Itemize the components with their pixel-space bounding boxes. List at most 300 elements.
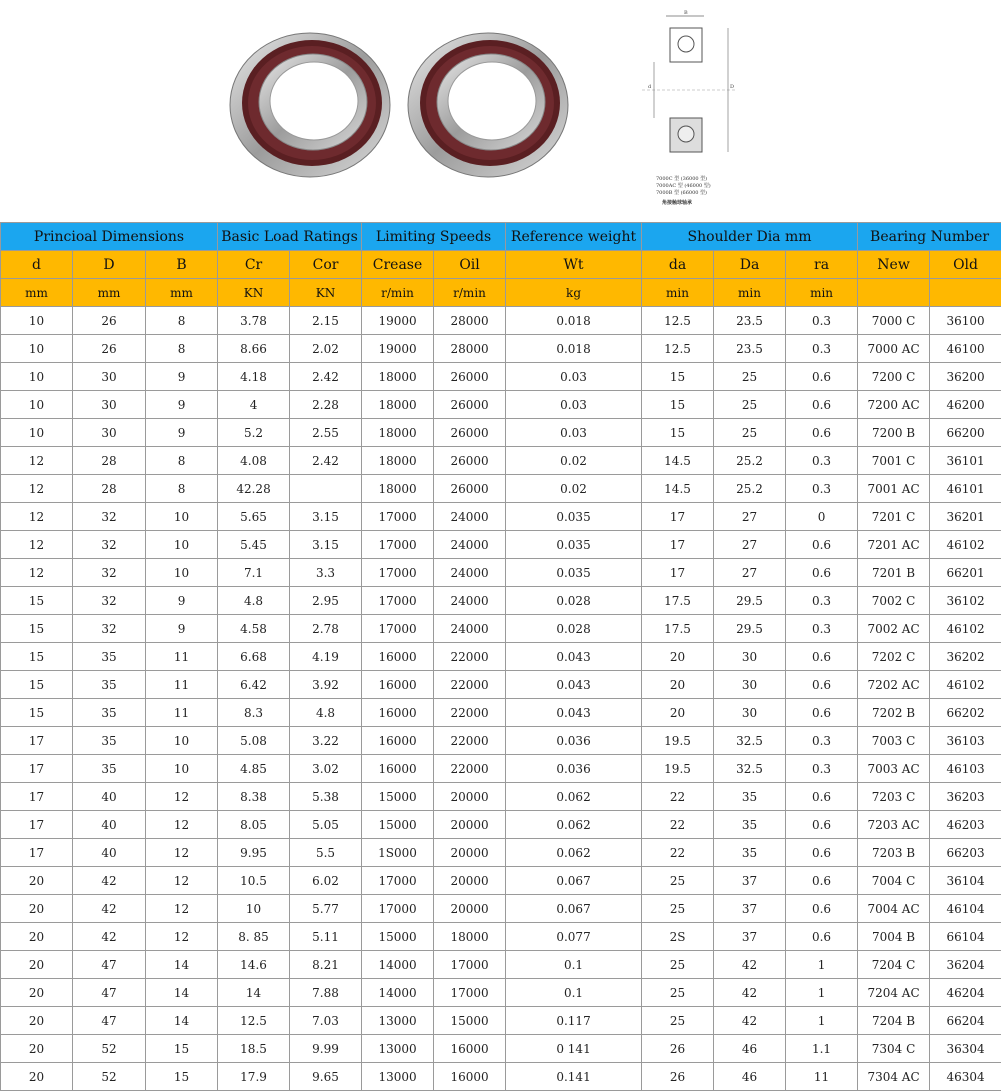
- table-cell: 36104: [930, 867, 1001, 895]
- table-cell: 1: [786, 979, 858, 1007]
- column-symbol-header: Crease: [362, 251, 434, 279]
- table-cell: 7201 AC: [858, 531, 930, 559]
- table-cell: 0.062: [506, 811, 642, 839]
- bearing-photo-left: [226, 28, 396, 180]
- table-cell: 26000: [434, 475, 506, 503]
- table-cell: 15: [146, 1063, 218, 1091]
- table-cell: 2S: [642, 923, 714, 951]
- table-cell: 10: [146, 531, 218, 559]
- table-body: [1, 307, 1001, 1091]
- table-cell: 32.5: [714, 727, 786, 755]
- table-cell: 4.18: [218, 363, 290, 391]
- table-cell: 12: [146, 811, 218, 839]
- table-cell: 16000: [434, 1035, 506, 1063]
- table-cell: 22: [642, 811, 714, 839]
- table-cell: 7201 B: [858, 559, 930, 587]
- table-cell: 46204: [930, 979, 1001, 1007]
- column-symbol-header: Cor: [290, 251, 362, 279]
- table-cell: 2.28: [290, 391, 362, 419]
- table-cell: 36200: [930, 363, 1001, 391]
- table-cell: 0.6: [786, 923, 858, 951]
- table-cell: 0.6: [786, 363, 858, 391]
- table-cell: 0.3: [786, 755, 858, 783]
- table-cell: 10: [218, 895, 290, 923]
- table-cell: 7200 C: [858, 363, 930, 391]
- column-symbol-header: Old: [930, 251, 1001, 279]
- table-cell: 4.8: [218, 587, 290, 615]
- table-cell: 17000: [434, 951, 506, 979]
- table-cell: 3.78: [218, 307, 290, 335]
- product-banner: [0, 0, 1001, 222]
- table-cell: 17: [642, 503, 714, 531]
- table-cell: 13000: [362, 1007, 434, 1035]
- table-cell: 7204 C: [858, 951, 930, 979]
- table-cell: 36202: [930, 643, 1001, 671]
- table-cell: 0.3: [786, 727, 858, 755]
- table-row: [1, 587, 1001, 615]
- table-cell: 5.45: [218, 531, 290, 559]
- table-cell: 32: [73, 615, 146, 643]
- table-cell: 7202 B: [858, 699, 930, 727]
- table-cell: 7203 B: [858, 839, 930, 867]
- table-cell: 46103: [930, 755, 1001, 783]
- column-symbol-header: ra: [786, 251, 858, 279]
- table-cell: 32: [73, 559, 146, 587]
- table-cell: 22: [642, 783, 714, 811]
- table-cell: 0.3: [786, 307, 858, 335]
- diagram-caption-title: 角接触球轴承: [662, 199, 692, 206]
- bearing-spec-table: [0, 222, 1001, 1091]
- table-cell: 17000: [362, 615, 434, 643]
- table-cell: 12: [146, 895, 218, 923]
- table-cell: 0.6: [786, 419, 858, 447]
- table-row: [1, 447, 1001, 475]
- diagram-label-b: B: [684, 10, 688, 16]
- table-cell: 5.77: [290, 895, 362, 923]
- table-cell: 7.88: [290, 979, 362, 1007]
- table-row: [1, 755, 1001, 783]
- table-cell: 10: [1, 307, 73, 335]
- table-cell: 8: [146, 307, 218, 335]
- table-cell: 0.067: [506, 895, 642, 923]
- table-cell: 4: [218, 391, 290, 419]
- table-cell: 0.6: [786, 867, 858, 895]
- symbol-header-row: [1, 251, 1001, 279]
- table-cell: 32: [73, 531, 146, 559]
- table-cell: 66201: [930, 559, 1001, 587]
- table-cell: 8: [146, 447, 218, 475]
- table-cell: 7.1: [218, 559, 290, 587]
- table-cell: 30: [73, 419, 146, 447]
- table-cell: 20000: [434, 839, 506, 867]
- column-symbol-header: Wt: [506, 251, 642, 279]
- table-cell: 7004 AC: [858, 895, 930, 923]
- table-cell: 8.05: [218, 811, 290, 839]
- group-header-row: [1, 223, 1001, 251]
- table-cell: 0.6: [786, 531, 858, 559]
- table-cell: 0.03: [506, 419, 642, 447]
- table-cell: 15000: [362, 783, 434, 811]
- table-cell: 7003 C: [858, 727, 930, 755]
- table-cell: 5.08: [218, 727, 290, 755]
- table-cell: 3.15: [290, 503, 362, 531]
- table-cell: 0.3: [786, 587, 858, 615]
- table-cell: 16000: [362, 699, 434, 727]
- table-cell: 8.38: [218, 783, 290, 811]
- table-cell: 15000: [362, 923, 434, 951]
- table-cell: 26000: [434, 391, 506, 419]
- table-cell: 12: [1, 503, 73, 531]
- table-cell: 42: [73, 923, 146, 951]
- table-cell: 1.1: [786, 1035, 858, 1063]
- table-cell: 0.043: [506, 671, 642, 699]
- table-cell: 8: [146, 475, 218, 503]
- table-cell: 0.043: [506, 699, 642, 727]
- table-cell: 7203 AC: [858, 811, 930, 839]
- table-cell: 36203: [930, 783, 1001, 811]
- table-cell: 4.8: [290, 699, 362, 727]
- table-cell: 0.036: [506, 755, 642, 783]
- table-cell: 0.062: [506, 783, 642, 811]
- column-unit-header: mm: [1, 279, 73, 307]
- table-cell: 2.15: [290, 307, 362, 335]
- group-header-basic-load-ratings: Basic Load Ratings: [218, 223, 362, 251]
- table-cell: 11: [786, 1063, 858, 1091]
- table-cell: 0 141: [506, 1035, 642, 1063]
- table-cell: 15: [642, 419, 714, 447]
- table-row: [1, 867, 1001, 895]
- table-cell: 0.043: [506, 643, 642, 671]
- table-cell: 7200 AC: [858, 391, 930, 419]
- table-cell: 24000: [434, 503, 506, 531]
- table-cell: 36304: [930, 1035, 1001, 1063]
- table-cell: 24000: [434, 615, 506, 643]
- table-cell: 40: [73, 811, 146, 839]
- table-cell: 0.035: [506, 503, 642, 531]
- table-cell: 25.2: [714, 447, 786, 475]
- table-cell: 22000: [434, 699, 506, 727]
- table-row: [1, 811, 1001, 839]
- table-cell: 17.5: [642, 615, 714, 643]
- table-cell: 46101: [930, 475, 1001, 503]
- table-cell: 7004 C: [858, 867, 930, 895]
- table-row: [1, 1035, 1001, 1063]
- table-row: [1, 951, 1001, 979]
- table-cell: 25: [642, 1007, 714, 1035]
- table-cell: 15000: [362, 811, 434, 839]
- bearing-cross-section-diagram: [636, 8, 746, 213]
- table-cell: 0.3: [786, 335, 858, 363]
- table-cell: 14.5: [642, 447, 714, 475]
- table-cell: 0.6: [786, 391, 858, 419]
- table-cell: 2.42: [290, 363, 362, 391]
- table-cell: 28: [73, 475, 146, 503]
- column-unit-header: [930, 279, 1001, 307]
- table-row: [1, 307, 1001, 335]
- table-cell: 46304: [930, 1063, 1001, 1091]
- table-cell: 3.15: [290, 531, 362, 559]
- table-cell: 12.5: [642, 335, 714, 363]
- table-cell: 46102: [930, 615, 1001, 643]
- column-unit-header: mm: [73, 279, 146, 307]
- table-cell: 17: [1, 839, 73, 867]
- table-cell: 10: [146, 727, 218, 755]
- table-cell: 15: [1, 643, 73, 671]
- table-cell: 18000: [434, 923, 506, 951]
- column-symbol-header: B: [146, 251, 218, 279]
- table-cell: 10: [146, 755, 218, 783]
- column-unit-header: KN: [290, 279, 362, 307]
- table-cell: 16000: [362, 643, 434, 671]
- table-cell: 7002 AC: [858, 615, 930, 643]
- table-cell: 16000: [434, 1063, 506, 1091]
- table-cell: 16000: [362, 727, 434, 755]
- table-row: [1, 391, 1001, 419]
- table-cell: 42.28: [218, 475, 290, 503]
- table-cell: 24000: [434, 531, 506, 559]
- table-cell: 9.99: [290, 1035, 362, 1063]
- table-cell: 10: [1, 335, 73, 363]
- table-cell: 18.5: [218, 1035, 290, 1063]
- unit-header-row: [1, 279, 1001, 307]
- table-cell: 19.5: [642, 755, 714, 783]
- table-cell: 46102: [930, 671, 1001, 699]
- table-cell: 20: [642, 671, 714, 699]
- table-cell: 40: [73, 783, 146, 811]
- table-cell: 26000: [434, 363, 506, 391]
- table-cell: 15: [146, 1035, 218, 1063]
- table-cell: 42: [73, 895, 146, 923]
- table-cell: 3.3: [290, 559, 362, 587]
- table-cell: 7202 AC: [858, 671, 930, 699]
- table-cell: 7000 AC: [858, 335, 930, 363]
- table-cell: 10: [1, 363, 73, 391]
- column-unit-header: kg: [506, 279, 642, 307]
- column-symbol-header: New: [858, 251, 930, 279]
- table-cell: 1: [786, 951, 858, 979]
- table-cell: 10: [146, 559, 218, 587]
- table-row: [1, 559, 1001, 587]
- table-cell: 0.03: [506, 391, 642, 419]
- table-cell: 29.5: [714, 615, 786, 643]
- table-cell: 13000: [362, 1063, 434, 1091]
- table-row: [1, 335, 1001, 363]
- table-cell: 22000: [434, 671, 506, 699]
- table-cell: 14000: [362, 951, 434, 979]
- table-cell: 17000: [434, 979, 506, 1007]
- table-cell: 2.42: [290, 447, 362, 475]
- table-cell: 25: [642, 895, 714, 923]
- table-cell: 4.08: [218, 447, 290, 475]
- table-row: [1, 531, 1001, 559]
- table-row: [1, 979, 1001, 1007]
- table-cell: 1S000: [362, 839, 434, 867]
- table-cell: 20000: [434, 811, 506, 839]
- table-cell: 20: [1, 867, 73, 895]
- table-cell: 0.02: [506, 475, 642, 503]
- table-cell: 4.19: [290, 643, 362, 671]
- table-cell: 36201: [930, 503, 1001, 531]
- table-cell: 17000: [362, 587, 434, 615]
- table-cell: 12: [146, 867, 218, 895]
- table-cell: 2.95: [290, 587, 362, 615]
- table-cell: 12: [146, 923, 218, 951]
- table-cell: 26: [642, 1063, 714, 1091]
- table-cell: 11: [146, 699, 218, 727]
- table-cell: 29.5: [714, 587, 786, 615]
- table-row: [1, 615, 1001, 643]
- table-cell: 47: [73, 979, 146, 1007]
- table-cell: 0.035: [506, 559, 642, 587]
- table-cell: 36204: [930, 951, 1001, 979]
- table-row: [1, 1007, 1001, 1035]
- table-cell: 12: [1, 559, 73, 587]
- table-cell: 17000: [362, 531, 434, 559]
- table-cell: 46: [714, 1063, 786, 1091]
- table-cell: 12: [146, 839, 218, 867]
- table-cell: 30: [73, 363, 146, 391]
- table-cell: 27: [714, 531, 786, 559]
- table-cell: 35: [714, 811, 786, 839]
- table-cell: 2.02: [290, 335, 362, 363]
- table-cell: 0.3: [786, 475, 858, 503]
- table-cell: 17000: [362, 895, 434, 923]
- table-cell: 15000: [434, 1007, 506, 1035]
- table-cell: 22: [642, 839, 714, 867]
- table-cell: 66204: [930, 1007, 1001, 1035]
- table-cell: 25: [642, 979, 714, 1007]
- column-symbol-header: da: [642, 251, 714, 279]
- table-cell: 6.42: [218, 671, 290, 699]
- column-symbol-header: D: [73, 251, 146, 279]
- table-cell: 0.067: [506, 867, 642, 895]
- table-cell: 28000: [434, 335, 506, 363]
- table-cell: 28: [73, 447, 146, 475]
- table-cell: 15: [642, 363, 714, 391]
- table-cell: 7000 C: [858, 307, 930, 335]
- table-cell: 20: [1, 951, 73, 979]
- table-cell: 0.6: [786, 699, 858, 727]
- table-cell: 24000: [434, 559, 506, 587]
- table-cell: 35: [73, 643, 146, 671]
- table-cell: 30: [714, 699, 786, 727]
- table-cell: 17000: [362, 559, 434, 587]
- table-cell: 46: [714, 1035, 786, 1063]
- table-cell: 42: [714, 1007, 786, 1035]
- table-cell: 2.78: [290, 615, 362, 643]
- table-cell: 35: [73, 727, 146, 755]
- table-cell: 0.018: [506, 307, 642, 335]
- table-cell: 20: [642, 699, 714, 727]
- table-cell: 26000: [434, 419, 506, 447]
- table-cell: 0.018: [506, 335, 642, 363]
- column-unit-header: min: [786, 279, 858, 307]
- table-cell: 12: [1, 531, 73, 559]
- table-cell: 0.6: [786, 839, 858, 867]
- table-cell: 0.6: [786, 783, 858, 811]
- table-cell: 17: [1, 727, 73, 755]
- table-cell: 0.02: [506, 447, 642, 475]
- table-cell: 4.58: [218, 615, 290, 643]
- table-cell: 23.5: [714, 307, 786, 335]
- diagram-caption-line-2: 7000AC 型 (46000 型): [656, 182, 711, 189]
- table-cell: 3.92: [290, 671, 362, 699]
- table-cell: 36103: [930, 727, 1001, 755]
- table-cell: 16000: [362, 755, 434, 783]
- table-cell: 9: [146, 615, 218, 643]
- table-cell: 10: [1, 391, 73, 419]
- table-cell: 30: [714, 643, 786, 671]
- table-cell: 7203 C: [858, 783, 930, 811]
- table-cell: 28000: [434, 307, 506, 335]
- table-cell: 25.2: [714, 475, 786, 503]
- table-cell: 19000: [362, 307, 434, 335]
- table-cell: 30: [714, 671, 786, 699]
- table-cell: 0.3: [786, 615, 858, 643]
- table-cell: 46200: [930, 391, 1001, 419]
- table-cell: 35: [73, 699, 146, 727]
- table-cell: 42: [714, 951, 786, 979]
- table-cell: 37: [714, 867, 786, 895]
- table-cell: 8.66: [218, 335, 290, 363]
- table-cell: 25: [714, 363, 786, 391]
- table-cell: 25: [714, 391, 786, 419]
- table-cell: 16000: [362, 671, 434, 699]
- table-cell: 10.5: [218, 867, 290, 895]
- cross-section-drawing: [636, 8, 746, 173]
- table-cell: 15: [1, 615, 73, 643]
- table-cell: 7002 C: [858, 587, 930, 615]
- table-cell: 17000: [362, 503, 434, 531]
- table-row: [1, 503, 1001, 531]
- table-cell: 3.02: [290, 755, 362, 783]
- bearing-photo-right: [404, 28, 574, 180]
- table-cell: 42: [73, 867, 146, 895]
- table-cell: 18000: [362, 391, 434, 419]
- table-cell: 26: [73, 335, 146, 363]
- table-cell: 14000: [362, 979, 434, 1007]
- table-cell: 14: [146, 979, 218, 1007]
- table-cell: 10: [1, 419, 73, 447]
- table-cell: 19.5: [642, 727, 714, 755]
- table-cell: 7304 C: [858, 1035, 930, 1063]
- group-header-limiting-speeds: Limiting Speeds: [362, 223, 506, 251]
- table-cell: 35: [73, 755, 146, 783]
- table-cell: 18000: [362, 419, 434, 447]
- table-row: [1, 727, 1001, 755]
- table-cell: 20: [1, 1007, 73, 1035]
- table-cell: 24000: [434, 587, 506, 615]
- table-cell: 18000: [362, 363, 434, 391]
- group-header-shoulder-dia: Shoulder Dia mm: [642, 223, 858, 251]
- table-cell: 0.6: [786, 895, 858, 923]
- table-cell: 5.2: [218, 419, 290, 447]
- column-unit-header: min: [642, 279, 714, 307]
- group-header-reference-weight: Reference weight: [506, 223, 642, 251]
- table-cell: 35: [714, 783, 786, 811]
- table-cell: 12: [1, 475, 73, 503]
- table-cell: 7201 C: [858, 503, 930, 531]
- table-cell: 15: [1, 587, 73, 615]
- table-cell: 20000: [434, 783, 506, 811]
- table-cell: 0.6: [786, 671, 858, 699]
- column-symbol-header: Cr: [218, 251, 290, 279]
- table-cell: 9: [146, 419, 218, 447]
- table-cell: 9.65: [290, 1063, 362, 1091]
- table-cell: 0.6: [786, 811, 858, 839]
- column-unit-header: r/min: [434, 279, 506, 307]
- table-row: [1, 419, 1001, 447]
